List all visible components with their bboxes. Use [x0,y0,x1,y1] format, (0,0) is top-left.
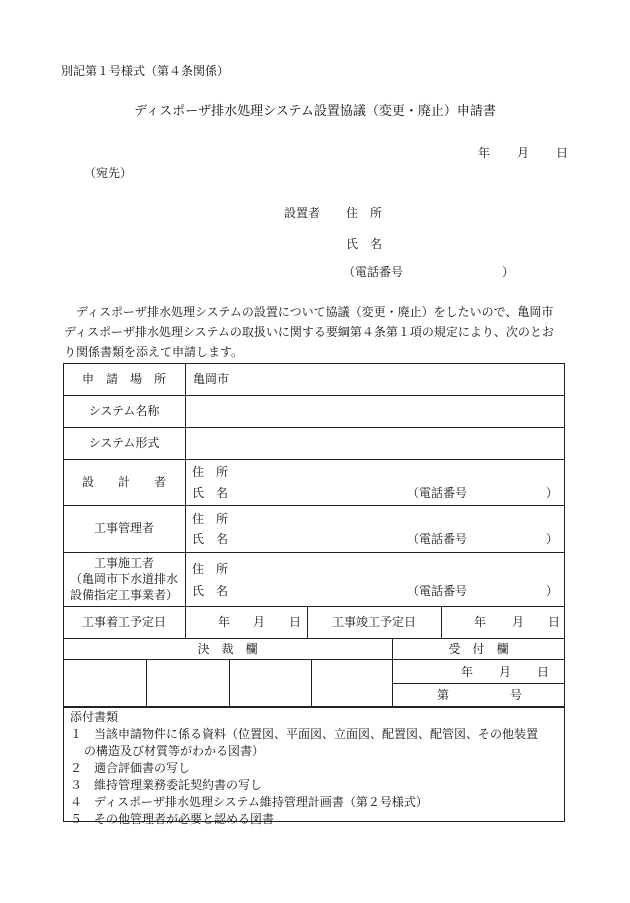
location-label: 申 請 場 所 [81,372,166,386]
contractor-address-label: 住 所 [192,562,229,576]
approval-label: 決 裁 欄 [197,642,258,656]
attachment-item: ５ その他管理者が必要と認める図書 [70,812,275,826]
contractor-name-label: 氏 名 [192,584,229,598]
applicant-phone-label: （電話番号 [343,265,404,279]
receipt-day-label: 日 [537,665,550,679]
location-value: 亀岡市 [193,372,230,386]
applicant-phone-close: ） [502,265,515,279]
attachment-item: ３ 維持管理業務委託契約書の写し [70,778,263,792]
contractor-label-sub: （亀岡市下水道排水 [69,572,178,586]
attachments-title: 添付書類 [70,710,119,724]
end-year-label: 年 [474,615,487,629]
intro-line: ディスポーザ排水処理システムの設置について協議（変更・廃止）をしたいので、亀岡市 [76,305,554,319]
start-date-label: 工事着工予定日 [81,615,166,629]
form-number: 別記第１号様式（第４条関係） [61,64,230,78]
date-year-label: 年 [478,146,491,160]
manager-name-label: 氏 名 [192,532,229,546]
attachment-item: の構造及び材質等がわかる図書） [84,744,265,758]
attachment-item: １ 当該申請物件に係る資料（位置図、平面図、立面図、配置図、配管図、その他装置 [70,727,539,741]
document-title: ディスポーザ排水処理システム設置協議（変更・廃止）申請書 [134,104,496,119]
receipt-number-prefix: 第 [437,688,450,702]
receipt-month-label: 月 [499,665,512,679]
designer-phone-label: （電話番号 [407,486,468,500]
end-day-label: 日 [548,615,561,629]
date-day-label: 日 [556,146,569,160]
end-month-label: 月 [512,615,525,629]
designer-phone-close: ） [546,486,559,500]
applicant-name-label: 氏 名 [346,237,383,251]
designer-label: 設 計 者 [81,475,166,489]
contractor-phone-label: （電話番号 [407,584,468,598]
contractor-label: 工事施工者 [93,556,154,570]
attachment-item: ４ ディスポーザ排水処理システム維持管理計画書（第２号様式） [70,795,428,809]
applicant-address-label: 住 所 [346,206,383,220]
receipt-number-suffix: 号 [510,688,523,702]
system-type-field[interactable] [190,430,560,456]
date-month-label: 月 [517,146,530,160]
attachment-item: ２ 適合評価書の写し [70,761,191,775]
start-year-label: 年 [218,615,231,629]
end-date-label: 工事竣工予定日 [331,615,416,629]
receipt-label: 受 付 欄 [448,642,509,656]
attachments-list [70,709,538,828]
intro-line: ディスポーザ排水処理システムの取扱いに関する要綱第４条第１項の規定により、次のとお [64,325,554,339]
start-month-label: 月 [253,615,266,629]
system-name-label: システム名称 [88,404,160,418]
intro-line: り関係書類を添えて申請します。 [64,345,244,359]
manager-phone-label: （電話番号 [407,532,468,546]
contractor-label-sub: 設備指定工事業者） [69,588,178,602]
manager-label: 工事管理者 [93,521,154,535]
system-type-label: システム形式 [88,436,160,450]
start-day-label: 日 [289,615,302,629]
applicant-role: 設置者 [284,206,321,220]
contractor-phone-close: ） [546,584,559,598]
receipt-year-label: 年 [461,665,474,679]
manager-address-label: 住 所 [192,512,229,526]
designer-name-label: 氏 名 [192,486,229,500]
designer-address-label: 住 所 [192,465,229,479]
intro-paragraph [64,302,574,362]
system-name-field[interactable] [190,398,560,424]
manager-phone-close: ） [546,532,559,546]
addressee: （宛先） [84,166,133,180]
